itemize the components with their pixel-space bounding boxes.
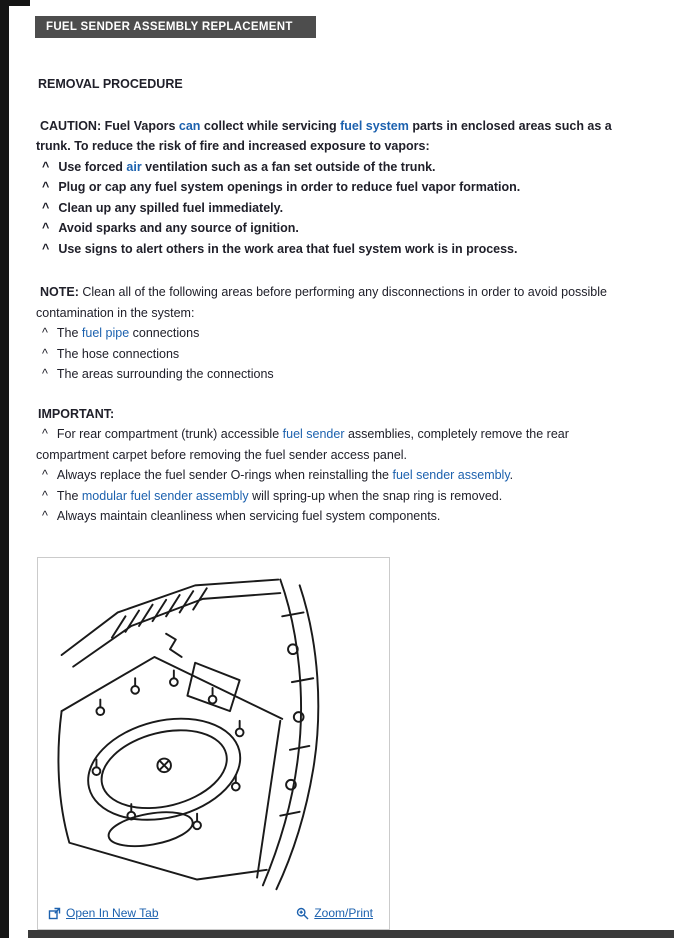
- text-run: CAUTION: Fuel Vapors: [40, 118, 179, 133]
- zoom-print-link[interactable]: [296, 903, 373, 924]
- inline-link[interactable]: modular fuel sender assembly: [81, 488, 249, 503]
- bullet-marker: ^: [42, 468, 48, 482]
- list-item-text: [36, 427, 569, 462]
- list-item: [36, 506, 640, 527]
- top-edge-notch: [0, 0, 30, 6]
- inline-link[interactable]: fuel sender: [282, 427, 345, 441]
- list-item-text: [57, 367, 274, 381]
- list-item-text: [57, 489, 502, 503]
- bottom-edge-bar: [28, 930, 674, 938]
- magnifier-plus-icon: [296, 907, 309, 920]
- inline-link[interactable]: fuel sender assembly: [392, 468, 510, 482]
- list-item: [36, 465, 640, 486]
- open-in-new-tab-icon: [48, 907, 61, 920]
- inline-link[interactable]: fuel system: [340, 118, 409, 133]
- text-run: Use forced: [58, 159, 127, 174]
- text-run: Use signs to alert others in the work area that fuel system work is in process.: [58, 241, 518, 256]
- list-item: [36, 177, 640, 198]
- text-run: parts in enclosed areas such as a trunk. To reduce the risk of fire and increased exposure to vapors:: [36, 118, 612, 153]
- list-item-text: [57, 468, 513, 482]
- text-run: will spring-up when the snap ring is removed.: [248, 488, 503, 503]
- section-title-bar: [35, 16, 316, 38]
- list-item-text: [57, 509, 441, 523]
- inline-link[interactable]: fuel pipe: [81, 326, 130, 340]
- inline-link[interactable]: air: [126, 159, 142, 174]
- list-item-text: [57, 326, 199, 340]
- text-run: Always maintain cleanliness when servicing fuel system components.: [56, 509, 441, 523]
- text-run: .: [509, 468, 514, 482]
- bullet-marker: ^: [42, 159, 50, 174]
- document-content: [36, 74, 640, 930]
- line-art-illustration: [50, 566, 379, 895]
- text-run: The areas surrounding the connections: [56, 367, 274, 381]
- list-item: [36, 344, 640, 365]
- bullet-marker: ^: [42, 326, 48, 340]
- text-run: Plug or cap any fuel system openings in order to reduce fuel vapor formation.: [58, 180, 521, 194]
- note-paragraph: [36, 282, 640, 323]
- zoom-print-label: Zoom/Print: [314, 906, 373, 921]
- text-run: For rear compartment (trunk) accessible: [56, 427, 283, 441]
- bullet-marker: ^: [42, 488, 48, 503]
- list-item-text: [58, 180, 520, 194]
- open-in-new-tab-link[interactable]: [48, 903, 159, 924]
- list-item: [36, 424, 640, 465]
- list-item-text: [58, 201, 283, 215]
- text-run: assemblies, completely remove the rear compartment carpet before removing the fuel sender access panel.: [36, 427, 569, 462]
- note-list: [36, 323, 640, 385]
- text-run: The: [56, 488, 82, 503]
- list-item-text: [58, 242, 517, 256]
- open-in-new-tab-label: Open In New Tab: [66, 906, 159, 921]
- text-run: Avoid sparks and any source of ignition.: [58, 221, 299, 235]
- inline-link[interactable]: can: [178, 118, 201, 133]
- list-item: [36, 323, 640, 344]
- figure-footer: [38, 903, 389, 925]
- important-list: [36, 424, 640, 527]
- list-item-text: [57, 347, 179, 361]
- bullet-marker: ^: [42, 346, 48, 361]
- text-run: NOTE:: [40, 285, 79, 299]
- caution-list: [36, 157, 640, 260]
- figure-panel: [37, 557, 390, 930]
- bullet-marker: ^: [42, 241, 50, 256]
- text-run: connections: [129, 326, 200, 340]
- caution-paragraph: [36, 116, 640, 157]
- text-run: The: [56, 326, 82, 340]
- text-run: ventilation such as a fan set outside of the trunk.: [141, 159, 436, 174]
- bullet-marker: ^: [42, 509, 48, 523]
- bullet-marker: ^: [42, 367, 48, 381]
- trunk-fuel-sender-diagram: [50, 566, 379, 895]
- list-item: [36, 364, 640, 385]
- removal-procedure-heading: REMOVAL PROCEDURE: [38, 77, 183, 91]
- important-heading: IMPORTANT:: [38, 406, 115, 421]
- list-item: [36, 218, 640, 239]
- list-item-text: [58, 221, 299, 235]
- bullet-marker: ^: [42, 180, 50, 194]
- list-item: [36, 239, 640, 260]
- list-item-text: [58, 160, 435, 174]
- text-run: The hose connections: [56, 346, 180, 361]
- text-run: Clean all of the following areas before performing any disconnections in order to avoid possible contamination in the system:: [36, 285, 607, 320]
- list-item: [36, 157, 640, 178]
- list-item: [36, 198, 640, 219]
- text-run: collect while servicing: [200, 118, 341, 133]
- text-run: Always replace the fuel sender O-rings when reinstalling the: [56, 468, 393, 482]
- text-run: Clean up any spilled fuel immediately.: [58, 200, 284, 215]
- bullet-marker: ^: [42, 221, 50, 235]
- bullet-marker: ^: [42, 200, 50, 215]
- section-title: FUEL SENDER ASSEMBLY REPLACEMENT: [46, 21, 293, 33]
- list-item: [36, 486, 640, 507]
- left-edge-panel: [0, 0, 9, 938]
- bullet-marker: ^: [42, 427, 48, 441]
